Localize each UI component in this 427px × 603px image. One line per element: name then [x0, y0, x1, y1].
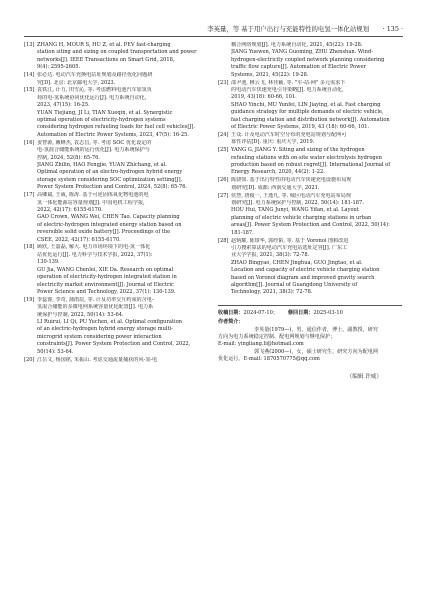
reference-line: 划研究[J]. 电力系统保护与控制, 2022, 50(14): 181-187. — [231, 200, 364, 207]
reference-number: [20] — [24, 356, 35, 363]
reference-line: SHAO Yinchi, MU Yunfei, LIN Jiaying, et al. Fast charging — [231, 101, 381, 108]
reference-line: Optimal operation of an electro-hydrogen hybrid energy — [37, 169, 183, 176]
reference-line: 袁铁江, 计力, 田雪沁, 等. 考虑燃料电池汽车加氢负 — [37, 87, 152, 94]
reference-line: Automation of Electric Power Systems, 2023, 47(5): 16-25. — [37, 131, 189, 138]
left-column — [24, 42, 208, 381]
reference-line: production based on robust regret[J]. International Journal of — [231, 162, 391, 168]
reference-number — [218, 42, 231, 79]
reference-line: Location and capacity of electric vehicle charging station — [231, 267, 380, 274]
reference-line: electricity market environment[J]. Journal of Electric — [37, 281, 174, 288]
reference-line: 赵炳耀, 陈璟华, 郭经韬, 等. 基于 Voronoi 图和改进 — [231, 237, 349, 244]
reference-line: storage system considering SOC optimization setting[J]. — [37, 176, 183, 183]
reference-line: networks[J]. IEEE Transactions on Smart Grid, 2018, — [37, 56, 175, 63]
reference-text — [37, 297, 208, 356]
reference-line: 耦合网络规划[J]. 电力系统自动化, 2021, 45(22): 19-28. — [231, 42, 363, 48]
reference-line: 2019, 43(18): 60-66, 101. — [231, 94, 297, 101]
reference-line: of electric-hydrogen integrated energy station based on — [37, 221, 182, 228]
reference-line: optimal operation of electricity-hydrogen systems — [37, 117, 166, 124]
reference-line: 9(4): 2595-2605. — [37, 64, 81, 71]
reference-line: microgrid system considering power interaction — [37, 333, 162, 340]
reference-number: [28] — [218, 237, 229, 244]
reference-entry — [218, 132, 402, 147]
reference-line: refueling stations with on-site water electrolysis hydrogen — [231, 154, 382, 161]
reference-line: 统保护与控制, 2022, 50(14): 53-64. — [37, 311, 124, 318]
reference-text — [37, 357, 208, 364]
received-label: 收稿日期： — [218, 309, 244, 316]
reference-number: [15] — [24, 87, 35, 94]
reference-line: Power Science and Technology, 2022, 37(1): 130-139. — [37, 288, 176, 295]
reference-line: 业大学学报, 2021, 38(3): 72-78. — [231, 252, 310, 259]
reference-line: 2022, 42(17): 6155-6170. — [37, 206, 103, 213]
reference-line: 高卿斌, 王威, 陈涛. 基于可逆固体氧化物电池的电 — [37, 192, 149, 199]
reference-line: 控制, 2024, 52(8): 65-76. — [37, 154, 100, 161]
reference-line: 姜智源, 戴峰杰, 袁志昌, 等. 考虑 SOC 优化设定的 — [37, 139, 152, 146]
reference-text — [231, 147, 402, 177]
running-header — [24, 18, 403, 37]
dates-line — [218, 310, 402, 317]
reference-text — [231, 193, 402, 237]
reference-line: ZHANG H, MOUR S, HU Z, et al. PEV fast-charging — [37, 42, 171, 48]
reference-line: 181-187. — [231, 229, 254, 236]
author1-line2: 方向为电力系统稳定控制、配电网规划与继电保护； — [218, 334, 336, 341]
reference-line: 陈骁如. 基于出行特性的电动汽车快速充电设施布局规 — [231, 177, 352, 184]
reference-line: considering hydrogen refueling loads for fuel cell vehicles[J]. — [37, 124, 196, 131]
reference-line: Technology, 2021, 38(3): 72-78. — [231, 289, 313, 296]
reference-line: 氢混合储能的多微电网系统容量优化配置[J]. 电力系 — [37, 304, 154, 311]
reference-line: 究[D]. 北京: 北京邮电大学, 2023. — [37, 79, 116, 86]
reference-line: operation of electricity-hydrogen integrated station in — [37, 274, 177, 281]
reference-line: station siting and sizing on coupled transportation and power — [37, 49, 197, 56]
reference-text — [37, 244, 208, 296]
reference-number: [14] — [24, 72, 35, 79]
editor-note: （编辑 许威） — [346, 373, 382, 380]
reference-line: 引力搜索算法的电动汽车充电站选址定容[J]. 广东工 — [231, 244, 348, 251]
reference-number: [18] — [24, 244, 35, 251]
reference-line: CSEE, 2022, 42(17): 6155-6170. — [37, 236, 121, 243]
author2-line2: 优化运行。E-mail: 1870570775@qq.com — [218, 356, 320, 363]
reference-line: LI Ruirui, LI Qi, PU Yuchen, et al. Optimal configuration — [37, 319, 182, 326]
reference-line: 顾欣, 王嘉磊, 解大. 电力市场环境下的电-氢一体化 — [37, 244, 151, 251]
reference-entry — [24, 297, 208, 356]
reference-entry — [218, 193, 402, 237]
reference-text — [37, 42, 208, 72]
reference-text — [37, 87, 208, 139]
received-value: 2024-07-10； — [243, 309, 278, 316]
reference-text — [37, 140, 208, 192]
reference-number: [27] — [218, 192, 229, 199]
reference-line: 130-139. — [37, 259, 60, 266]
reference-line: Energy Research, 2020, 44(2): 1-22. — [231, 169, 325, 176]
reference-line: reversible solid oxide battery[J]. Proceedings of the — [37, 229, 171, 236]
reference-line: YUAN Tiejiang, JI Li, TIAN Xueqin, et al. Synergistic — [37, 109, 173, 116]
reference-line: 站优化运行[J]. 电力科学与技术学报, 2022, 37(1): — [37, 251, 153, 258]
reference-line: 邵尹池, 穆云飞, 林佳颖, 等. "车-站-网" 多元需求下 — [231, 79, 346, 86]
received-date — [218, 310, 278, 317]
reference-text — [231, 177, 402, 192]
reference-line: constraints[J]. Power System Protection and Control, 2022, — [37, 341, 191, 348]
reference-line: 靠性评估[D]. 重庆: 重庆大学, 2019. — [231, 139, 315, 146]
reference-entry — [24, 192, 208, 244]
reference-entry — [218, 177, 402, 192]
reference-line: algorithm[J]. Journal of Guangdong University of — [231, 282, 358, 288]
reference-number: [25] — [218, 147, 229, 154]
reference-entry — [24, 357, 208, 364]
right-column — [218, 42, 402, 381]
reference-number: [26] — [218, 177, 229, 184]
reference-entry — [218, 42, 402, 79]
author-info — [218, 319, 402, 326]
reference-line: 张必达. 电动汽车充换电站址规划及路径优化问题研 — [37, 72, 153, 79]
reference-line: 江岳文, 杨国铭, 朱振山. 考虑交通流量捕获的风-氢-电 — [37, 356, 158, 363]
revised-date — [288, 310, 343, 317]
reference-line: areas[J]. Power System Protection and Control, 2022, 50(14): — [231, 222, 390, 229]
reference-line: of an electric-hydrogen hybrid energy storage multi- — [37, 326, 173, 333]
reference-line: guidance strategy for multiple demands of electric vehicle, — [231, 109, 384, 116]
reference-number: [17] — [24, 192, 35, 199]
reference-line: planning of electric vehicle charging stations in urban — [231, 214, 372, 221]
author2-line1: 郭飞燕(2000—)，女，硕士研究生，研究方向为配电网 — [254, 348, 378, 355]
reference-line: fast charging station and distribution network[J]. Automation — [231, 116, 390, 123]
reference-line: 氢一体化能源站容量规划[J]. 中国电机工程学报, — [37, 199, 145, 206]
author1-line1: 李英量(1979—)，男，通信作者，博士，副教授，研究 — [254, 326, 378, 333]
revised-value: 2025-03-10 — [313, 309, 343, 316]
reference-text — [231, 80, 402, 132]
running-title: 李英量，等 基于用户出行与充能特性的电氢一体化站规划 — [207, 25, 369, 33]
reference-number: [19] — [24, 296, 35, 303]
reference-columns — [24, 42, 403, 381]
reference-entry — [218, 147, 402, 177]
reference-entry — [218, 80, 402, 132]
reference-line: ZHAO Bingyao, CHEN Jinghua, GUO Jingtao, et al. — [231, 259, 363, 266]
reference-number: [24] — [218, 131, 229, 138]
reference-line: HOU Hui, TANG Junyi, WANG Yifan, et al. Layout — [231, 207, 359, 214]
reference-text — [231, 238, 402, 297]
reference-line: 李蕊睿, 李奇, 蒲雨辰, 等. 计及功率交互约束的含电- — [37, 296, 154, 303]
reference-number: [13] — [24, 42, 35, 48]
reference-number: [16] — [24, 139, 35, 146]
author-heading: 作者简介： — [218, 319, 244, 326]
reference-line: 2023, 47(15): 16-25. — [37, 102, 90, 109]
reference-entry — [24, 42, 208, 72]
reference-text — [37, 192, 208, 244]
reference-text — [231, 132, 402, 147]
reference-entry — [24, 140, 208, 192]
reference-line: hydrogen-electricity coupled network planning considering — [231, 56, 385, 63]
page-number: · 135 · — [382, 25, 403, 33]
reference-line: 电-氢混合储能系统的运行优化[J]. 电力系统保护与 — [37, 147, 150, 154]
reference-line: GAO Crown, WANG Wei, CHEN Tao. Capacity planning — [37, 214, 180, 221]
reference-line: Power System Protection and Control, 2024, 52(8): 65-76. — [37, 184, 188, 191]
article-meta — [218, 305, 402, 381]
reference-number: [23] — [218, 79, 229, 86]
reference-line: traffic flow capture[J]. Automation of Electric Power — [231, 64, 366, 71]
reference-line: 荷的电-氢系统协同优化运行[J]. 电力系统自动化, — [37, 94, 147, 101]
reference-line: 划研究[D]. 成都: 西南交通大学, 2021. — [231, 184, 320, 191]
reference-entry — [218, 238, 402, 297]
revised-label: 修回日期： — [287, 309, 314, 316]
reference-line: JIANG Yuewen, YANG Guoming, ZHU Zhenshan. Wind- — [231, 49, 373, 56]
reference-line: 的电动汽车快速充电引导策略[J]. 电力系统自动化, — [231, 86, 344, 93]
reference-text — [37, 72, 208, 87]
reference-line: 50(14): 53-64. — [37, 348, 74, 355]
reference-line: JIANG Zhilin, HAO Fengjie, YUAN Zhichang, et al. — [37, 162, 167, 168]
reference-entry — [24, 87, 208, 139]
reference-line: based on Voronoi diagram and improved gravity search — [231, 274, 375, 281]
right-reference-list — [218, 42, 402, 297]
reference-line: GU Jia, WANG Chenlei, XIE Da. Research on optimal — [37, 266, 174, 273]
author1-email: E-mail: yingliang.li@hotmail.com — [218, 341, 304, 348]
reference-line: YANG G, JIANG Y. Siting and sizing of the hydrogen — [231, 147, 365, 154]
reference-line: of Electric Power Systems, 2019, 43 (18): 60-66, 101. — [231, 123, 370, 130]
reference-line: 王众. 计及电动汽车时空分布的充电站规划与配网可 — [231, 131, 347, 138]
reference-entry — [24, 244, 208, 296]
reference-line: Systems, 2021, 45(22): 19-28. — [231, 71, 309, 78]
reference-line: 侯慧, 唐俊一, 王逸凡, 等. 城区电动汽车充电站布局规 — [231, 192, 351, 199]
reference-entry — [24, 72, 208, 87]
reference-text — [231, 42, 402, 79]
